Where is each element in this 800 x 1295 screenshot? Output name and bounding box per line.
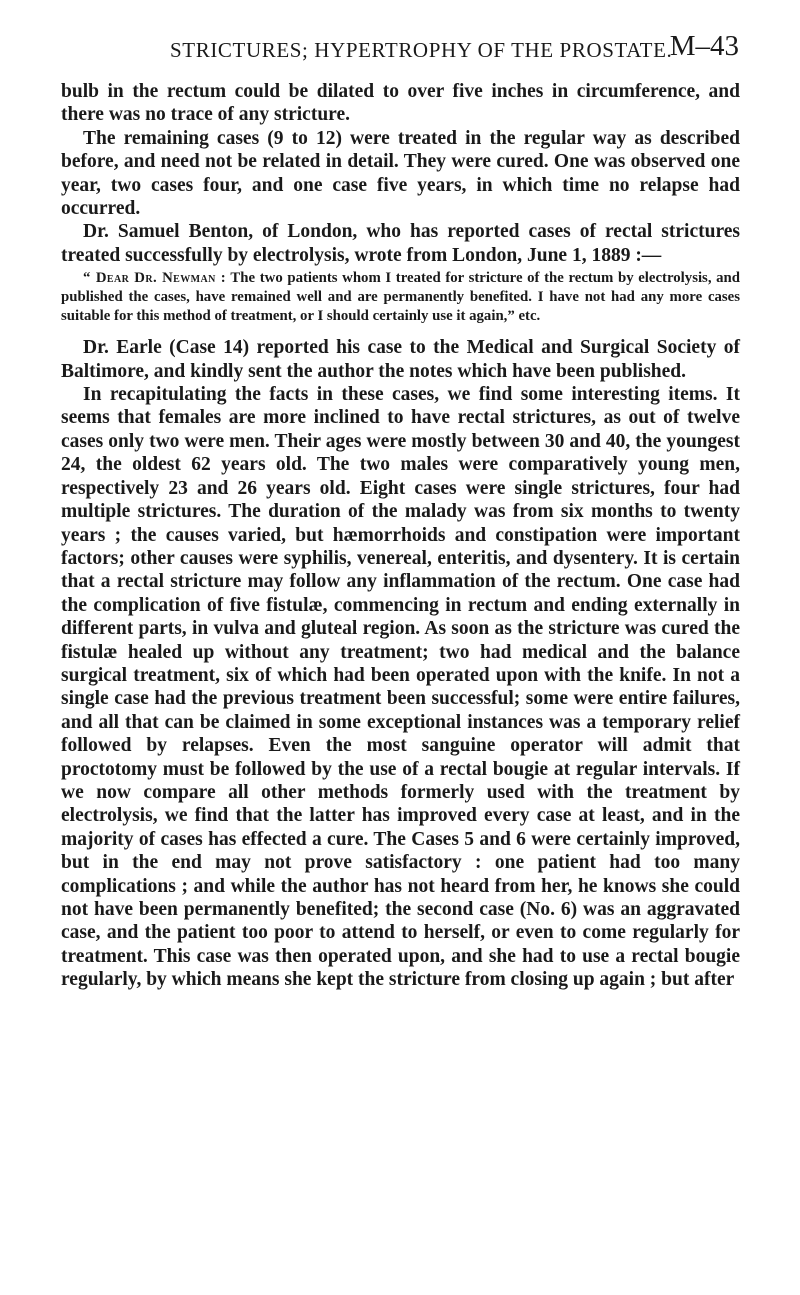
page-number: M–43 bbox=[669, 30, 739, 62]
paragraph-continuation: bulb in the rectum could be dilated to over five inches in circumference, and there was no trace of any stricture. bbox=[61, 81, 740, 126]
letter-salutation: “ Dear Dr. Newman : bbox=[83, 270, 227, 287]
body-text bbox=[61, 80, 740, 992]
paragraph-benton: Dr. Samuel Benton, of London, who has reported cases of rectal strictures treated successfully by electrolysis, wrote from London, June 1, 1889 :— bbox=[61, 221, 740, 266]
paragraph-recapitulation: In recapitulating the facts in these cases, we find some interesting items. It seems that females are more inclined to have rectal strictures, as out of twelve cases only two were men. Their ages were mostly between 30 and 40, the youngest 24, the oldest 62 years old. The two males were comparatively young men, respectively 23 and 26 years old. Eight cases were single strictures, four had multiple strictures. The duration of the malady was from six months to twenty years ; the causes varied, but hæmorrhoids and constipation were important factors; other causes were syphilis, venereal, enteritis, and dysentery. It is certain that a rectal stricture may follow any inflammation of the rectum. One case had the complication of five fistulæ, commencing in rectum and ending externally in different parts, in vulva and gluteal region. As soon as the stricture was cured the fistulæ healed up without any treatment; two had medical and the balance surgical treatment, six of which had been operated upon with the knife. In not a single case had the previous treatment been successful; some were entire failures, and all that can be claimed in some exceptional instances was a temporary relief followed by relapses. Even the most sanguine operator will admit that proctotomy must be followed by the use of a rectal bougie at regular intervals. If we now compare all other methods formerly used with the treatment by electrolysis, we find that the latter has improved every case at least, and in the majority of cases has effected a cure. The Cases 5 and 6 were certainly improved, but in the end may not prove satisfactory : one patient had too many complications ; and while the author has not heard from her, he knows she could not have been permanently benefited; the second case (No. 6) was an aggravated case, and the patient too poor to attend to herself, or even to come regularly for treatment. This case was then operated upon, and she had to use a rectal bougie regularly, by which means she kept the stricture from closing up again ; but after bbox=[61, 384, 740, 991]
letter-body: The two patients whom I treated for stricture of the rectum by electrolysis, and published the cases, have remained well and are permanently benefited. I have not had any more cases suitable for this method of treatment, or I should certainly use it again,” etc. bbox=[61, 270, 740, 325]
page-header bbox=[0, 30, 800, 66]
running-title: STRICTURES; HYPERTROPHY OF THE PROSTATE. bbox=[170, 38, 673, 62]
paragraph-remaining-cases: The remaining cases (9 to 12) were treated in the regular way as described before, and need not be related in detail. They were cured. One was observed one year, two cases four, and one case five years, in which time no relapse had occurred. bbox=[61, 127, 740, 220]
quoted-letter bbox=[61, 269, 740, 326]
paragraph-earle: Dr. Earle (Case 14) reported his case to the Medical and Surgical Society of Baltimore, and kindly sent the author the notes which have been published. bbox=[61, 337, 740, 382]
